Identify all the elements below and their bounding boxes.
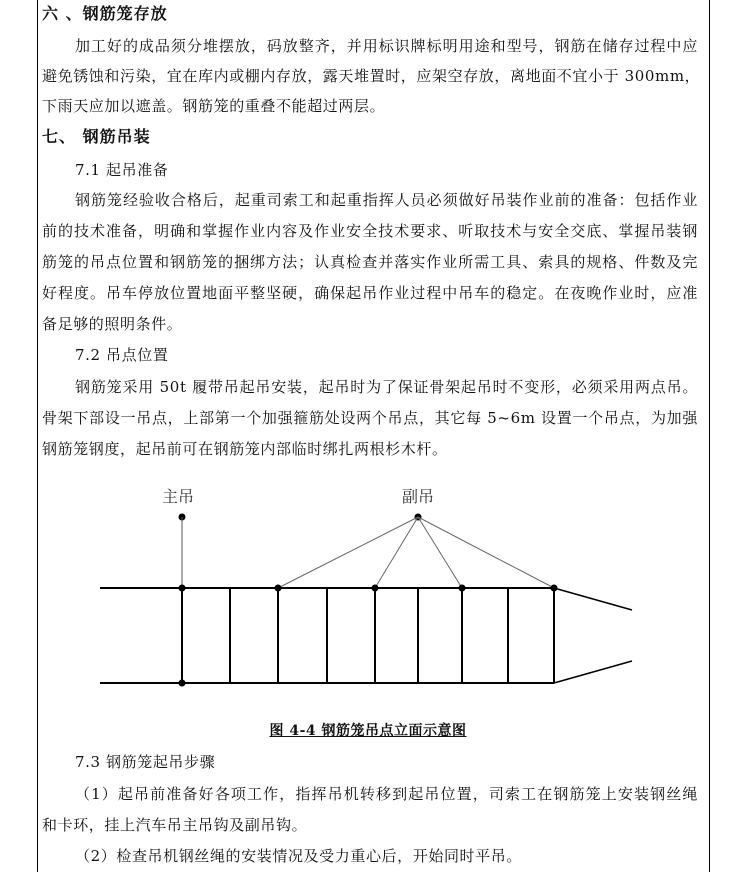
cage-body [100,588,554,683]
subsection-7-2-title: 7.2 吊点位置 [75,346,169,364]
cage-tapered-end [554,588,632,683]
step-line: 和卡环，挂上汽车吊主吊钩及副吊钩。 [42,816,308,834]
lifting-points [179,585,558,687]
paragraph-line: 钢筋笼经验收合格后，起重司索工和起重指挥人员必须做好吊装作业前的准备：包括作业 [75,191,698,209]
paragraph-line: 筋笼的吊点位置和钢筋笼的捆绑方法；认真检查并落实作业所需工具、索具的规格、件数及完 [42,253,698,271]
paragraph-line: 钢筋笼采用 50t 履带吊起吊安装，起吊时为了保证骨架起吊时不变形，必须采用两点吊。 [75,378,698,396]
subsection-7-3-title: 7.3 钢筋笼起吊步骤 [75,753,216,771]
paragraph-line: 好程度。吊车停放位置地面平整坚硬，确保起吊作业过程中吊车的稳定。在夜晚作业时，应准 [42,284,698,302]
paragraph-line: 钢筋笼钢度，起吊前可在钢筋笼内部临时绑扎两根杉木杆。 [42,440,448,458]
lifting-points-diagram [40,470,640,700]
main-hook-label: 主吊 [162,487,195,506]
figure-caption: 图 4-4 钢筋笼吊点立面示意图 [269,723,467,739]
section-6-heading: 六 、钢筋笼存放 [42,4,168,23]
paragraph-line: 前的技术准备，明确和掌握作业内容及作业安全技术要求、听取技术与安全交底、掌握吊装钢 [42,222,698,240]
paragraph-line: 避免锈蚀和污染，宜在库内或棚内存放，露天堆置时，应架空存放，离地面不宜小于 300mm， [42,67,701,85]
paragraph-line: 下雨天应加以遮盖。钢筋笼的重叠不能超过两层。 [42,97,386,115]
section-7-heading: 七、 钢筋吊装 [42,127,151,146]
step-line: （2）检查吊机钢丝绳的安装情况及受力重心后，开始同时平吊。 [75,847,522,865]
aux-hook-label: 副吊 [402,487,435,506]
aux-sling-lines [278,517,554,588]
paragraph-line: 骨架下部设一吊点，上部第一个加强箍筋处设两个吊点，其它每 5~6m 设置一个吊点，为加强 [42,409,698,427]
subsection-7-1-title: 7.1 起吊准备 [75,161,169,179]
step-line: （1）起吊前准备好各项工作，指挥吊机转移到起吊位置，司索工在钢筋笼上安装钢丝绳 [75,785,698,803]
paragraph-line: 备足够的照明条件。 [42,315,183,333]
paragraph-line: 加工好的成品须分堆摆放，码放整齐，并用标识牌标明用途和型号，钢筋在储存过程中应 [75,37,698,55]
